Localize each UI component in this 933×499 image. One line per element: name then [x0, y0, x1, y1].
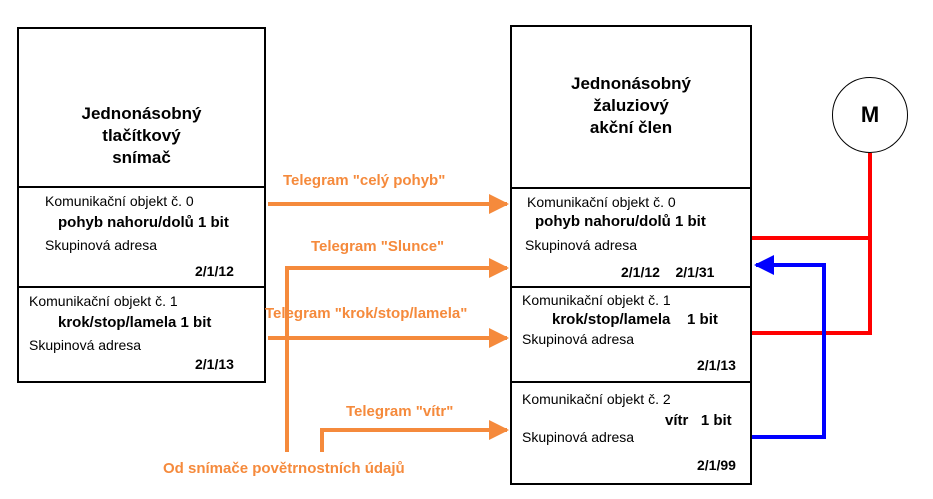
group-address-value: 2/1/99: [697, 457, 736, 473]
telegram-arrow-slunce: [287, 268, 507, 452]
actuator-object-1: [510, 286, 752, 383]
object-label: Komunikační objekt č. 0: [45, 193, 194, 209]
object-signal: pohyb nahoru/dolů 1 bit: [58, 214, 229, 231]
telegram-label-cely-pohyb: Telegram "celý pohyb": [283, 172, 446, 189]
sender-title-line-2: tlačítkový: [102, 126, 181, 145]
telegram-label-slunce: Telegram "Slunce": [311, 238, 445, 255]
object-signal: pohyb nahoru/dolů 1 bit: [535, 213, 706, 230]
sender-title-line-3: snímač: [112, 148, 171, 167]
telegram-arrow-vitr: [322, 430, 507, 452]
group-address-label: Skupinová adresa: [45, 237, 158, 253]
actuator-title: [512, 73, 750, 139]
object-signal: krok/stop/lamela 1 bit: [552, 311, 718, 328]
motor-wire-up-down: [752, 153, 870, 238]
object-label: Komunikační objekt č. 1: [522, 292, 671, 308]
sender-object-1: [17, 286, 266, 383]
object-signal: vítr 1 bit: [665, 412, 732, 429]
group-address-value: 2/1/13: [697, 357, 736, 373]
group-address-value: 2/1/12: [195, 263, 234, 279]
object-label: Komunikační objekt č. 0: [527, 194, 676, 210]
sender-title-line-1: Jednonásobný: [81, 104, 202, 123]
group-address-label: Skupinová adresa: [29, 337, 142, 353]
sender-title: [19, 103, 264, 169]
motor-wire-step: [752, 238, 870, 333]
motor-circle: [832, 77, 908, 153]
object-label: Komunikační objekt č. 2: [522, 391, 671, 407]
actuator-title-line-3: akční člen: [589, 118, 673, 137]
motor-label: M: [860, 102, 880, 127]
feedback-wire-wind: [752, 265, 824, 437]
actuator-object-0: [510, 187, 752, 288]
group-address-label: Skupinová adresa: [522, 331, 635, 347]
telegram-label-vitr: Telegram "vítr": [346, 403, 454, 420]
group-address-value: 2/1/13: [195, 356, 234, 372]
sender-object-0: [17, 186, 266, 288]
weather-sensor-source-label: Od snímače povětrnostních údajů: [163, 460, 405, 477]
object-signal: krok/stop/lamela 1 bit: [58, 314, 212, 331]
actuator-title-line-1: Jednonásobný: [571, 74, 691, 93]
group-address-label: Skupinová adresa: [525, 237, 638, 253]
telegram-label-krok-stop-lamela: Telegram "krok/stop/lamela": [265, 305, 468, 322]
actuator-title-line-2: žaluziový: [593, 96, 669, 115]
group-address-label: Skupinová adresa: [522, 429, 635, 445]
object-label: Komunikační objekt č. 1: [29, 293, 178, 309]
actuator-object-2: [510, 381, 752, 485]
group-address-value: 2/1/12 2/1/31: [621, 264, 715, 280]
